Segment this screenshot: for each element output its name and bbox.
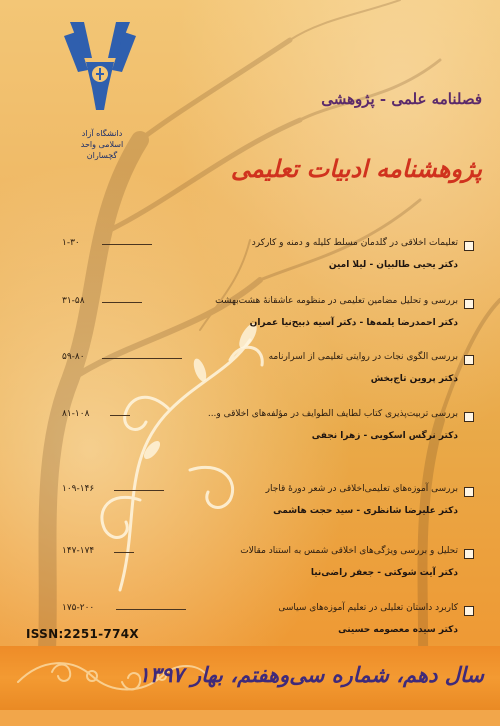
dot-leader — [114, 490, 164, 491]
article-authors: دکتر علیرضا شانظری - سید حجت هاشمی — [273, 506, 458, 516]
article-title: بررسی و تحلیل مضامین تعلیمی در منظومه عاشقانهٔ هشت‌بهشت — [215, 296, 458, 306]
issn-number: ISSN:2251-774X — [26, 627, 139, 641]
article-pages: ۱۴۷-۱۷۴ — [62, 546, 95, 556]
article-pages: ۸۱-۱۰۸ — [62, 409, 90, 419]
dot-leader — [102, 358, 182, 359]
article-authors: دکتر احمدرضا یلمه‌ها - دکتر آسیه ذبیح‌نیا عمران — [249, 318, 458, 328]
article-authors: دکتر آیت شوکتی - جعفر راضی‌نیا — [310, 568, 458, 578]
checkbox-bullet-icon — [464, 299, 474, 309]
checkbox-bullet-icon — [464, 241, 474, 251]
article-title: تعلیمات اخلاقی در گلدمان مسلط کلیله و دمنه و کارکرد — [251, 238, 458, 248]
article-authors: دکتر پروین تاج‌بخش — [370, 374, 458, 384]
university-name: دانشگاه آزاد اسلامی واحد گچساران — [80, 129, 124, 160]
article-title: تحلیل و بررسی ویژگی‌های اخلاقی شمس به استناد مقالات — [240, 546, 458, 556]
article-pages: ۵۹-۸۰ — [62, 352, 85, 362]
dot-leader — [116, 609, 186, 610]
dot-leader — [110, 415, 130, 416]
article-pages: ۱-۳۰ — [62, 238, 80, 248]
article-pages: ۱۰۹-۱۴۶ — [62, 484, 95, 494]
issue-info: سال دهم، شماره سی‌وهفتم، بهار ۱۳۹۷ — [138, 662, 484, 687]
article-title: بررسی آموزه‌های تعلیمی‌اخلاقی در شعر دورهٔ قاجار — [265, 484, 458, 494]
dot-leader — [102, 302, 142, 303]
dot-leader — [114, 552, 134, 553]
article-title: بررسی تربیت‌پذیری کتاب لطایف الطوایف در مؤلفه‌های اخلاقی و... — [207, 409, 458, 419]
article-pages: ۱۷۵-۲۰۰ — [62, 603, 95, 613]
bottom-strip — [0, 710, 500, 726]
dot-leader — [102, 244, 152, 245]
checkbox-bullet-icon — [464, 355, 474, 365]
article-authors: دکتر یحیی طالبیان - لیلا امین — [328, 260, 458, 270]
checkbox-bullet-icon — [464, 606, 474, 616]
checkbox-bullet-icon — [464, 412, 474, 422]
checkbox-bullet-icon — [464, 487, 474, 497]
checkbox-bullet-icon — [464, 549, 474, 559]
article-authors: دکتر سیده معصومه حسینی — [338, 625, 458, 635]
journal-title: پژوهشنامه ادبیات تعلیمی — [230, 154, 482, 183]
article-title: بررسی الگوی نجات در روایتی تعلیمی از اسرارنامه — [268, 352, 458, 362]
article-title: کاربرد داستان تعلیلی در تعلیم آموزه‌های سیاسی — [278, 603, 458, 613]
article-authors: دکتر نرگس اسکویی - زهرا نجفی — [311, 431, 458, 441]
article-pages: ۳۱-۵۸ — [62, 296, 85, 306]
series-title: فصلنامه علمی - پژوهشی — [321, 90, 482, 108]
